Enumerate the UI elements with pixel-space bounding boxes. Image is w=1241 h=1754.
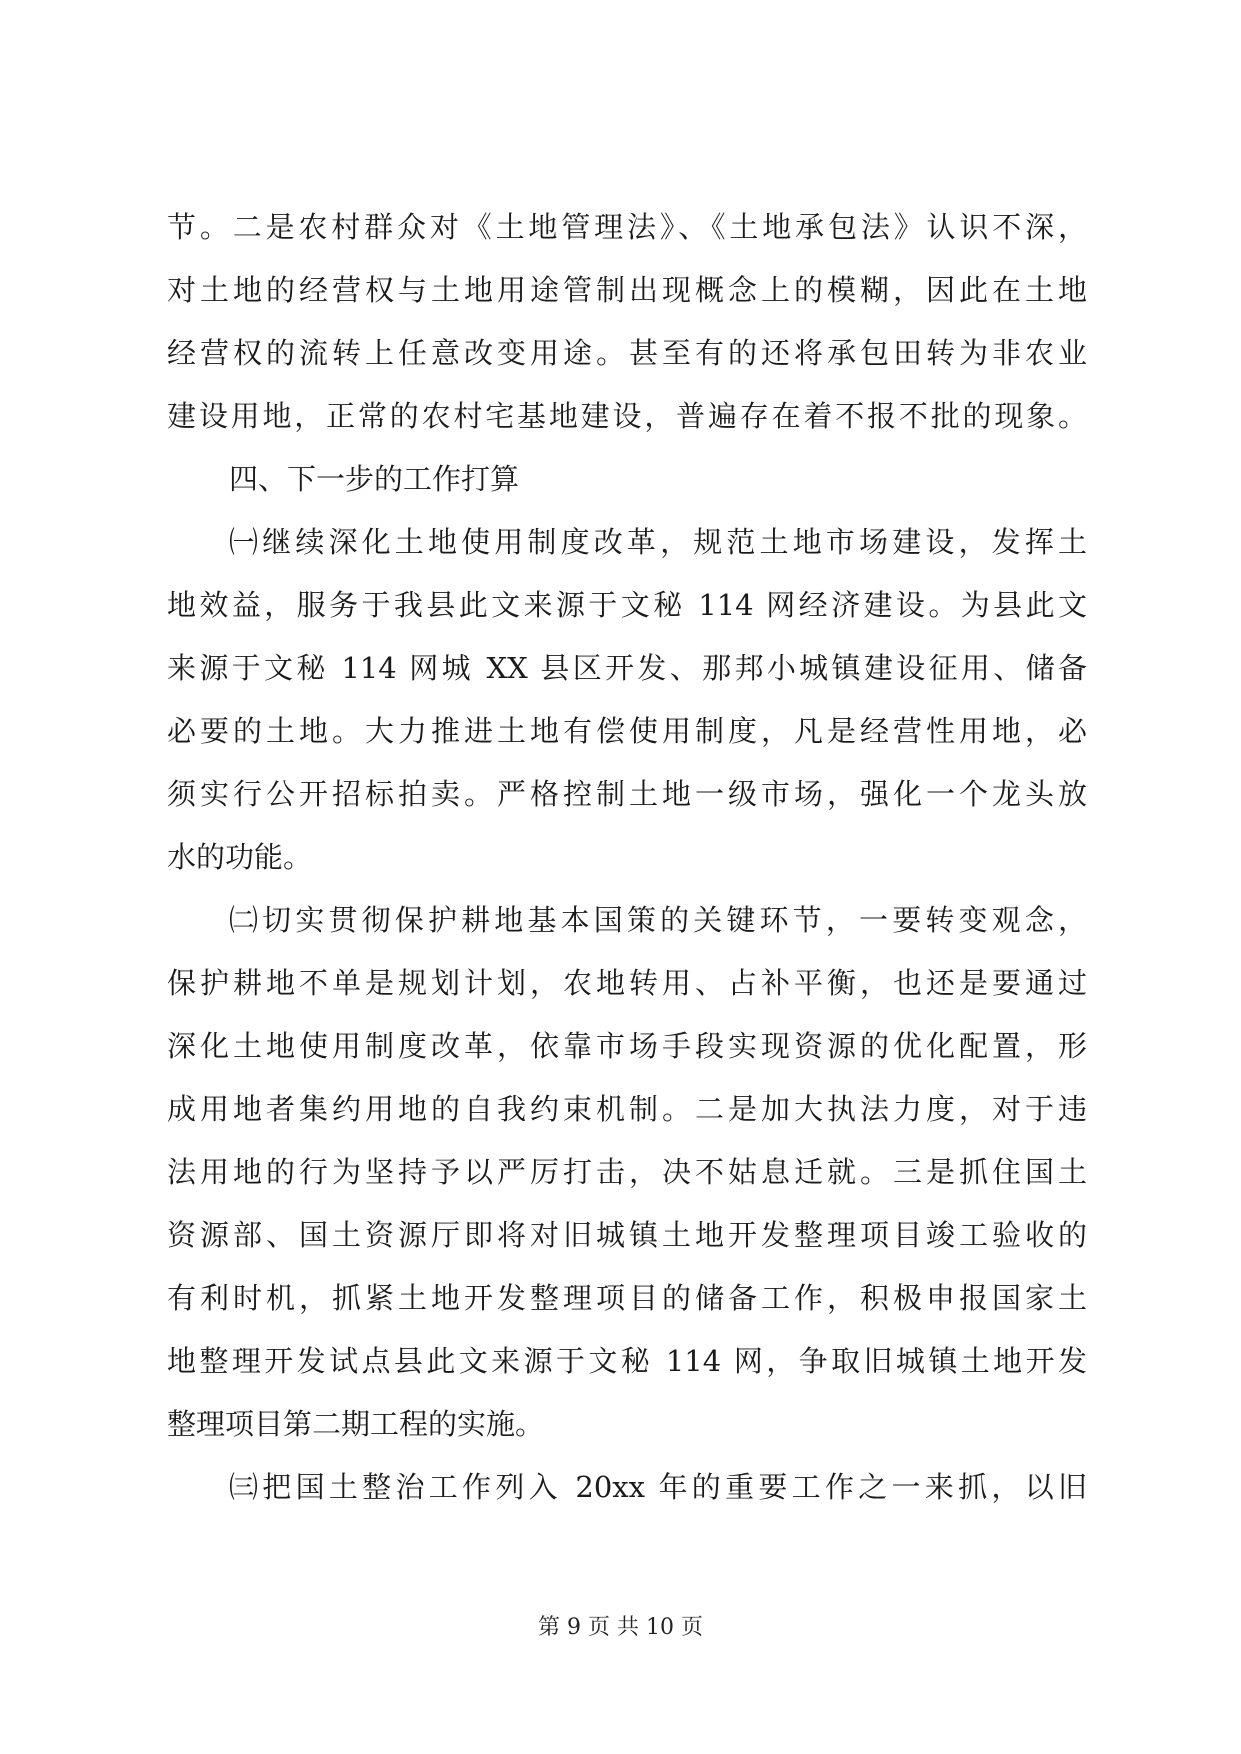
text-line: 深化土地使用制度改革，依靠市场手段实现资源的优化配置，形	[167, 1029, 1087, 1063]
text-line: ㈠继续深化土地使用制度改革，规范土地市场建设，发挥土	[229, 525, 1087, 559]
text-line: 法用地的行为坚持予以严厉打击，决不姑息迁就。三是抓住国土	[167, 1155, 1087, 1189]
page-number-footer: 第 9 页 共 10 页	[538, 1615, 703, 1640]
text-line: 经营权的流转上任意改变用途。甚至有的还将承包田转为非农业	[167, 336, 1087, 370]
text-line: 水的功能。	[167, 840, 313, 874]
section-heading: 四、下一步的工作打算	[229, 462, 520, 496]
text-line: 地整理开发试点县此文来源于文秘 114 网，争取旧城镇土地开发	[167, 1344, 1087, 1378]
text-line: ㈡切实贯彻保护耕地基本国策的关键环节，一要转变观念，	[229, 903, 1087, 937]
text-line: 必要的土地。大力推进土地有偿使用制度，凡是经营性用地，必	[167, 714, 1087, 748]
text-line: 来源于文秘 114 网城 XX 县区开发、那邦小城镇建设征用、储备	[167, 651, 1087, 685]
text-line: ㈢把国土整治工作列入 20xx 年的重要工作之一来抓，以旧	[229, 1470, 1087, 1504]
document-body	[167, 210, 1087, 1533]
text-line: 成用地者集约用地的自我约束机制。二是加大执法力度，对于违	[167, 1092, 1087, 1126]
text-line: 对土地的经营权与土地用途管制出现概念上的模糊，因此在土地	[167, 273, 1087, 307]
text-line: 资源部、国土资源厅即将对旧城镇土地开发整理项目竣工验收的	[167, 1218, 1087, 1252]
text-line: 建设用地，正常的农村宅基地建设，普遍存在着不报不批的现象。	[167, 399, 1087, 433]
text-line: 保护耕地不单是规划计划，农地转用、占补平衡，也还是要通过	[167, 966, 1087, 1000]
text-line: 有利时机，抓紧土地开发整理项目的储备工作，积极申报国家土	[167, 1281, 1087, 1315]
text-line: 地效益，服务于我县此文来源于文秘 114 网经济建设。为县此文	[167, 588, 1087, 622]
text-line: 须实行公开招标拍卖。严格控制土地一级市场，强化一个龙头放	[167, 777, 1087, 811]
text-line: 节。二是农村群众对《土地管理法》、《土地承包法》认识不深，	[167, 210, 1087, 244]
text-line: 整理项目第二期工程的实施。	[167, 1407, 545, 1441]
